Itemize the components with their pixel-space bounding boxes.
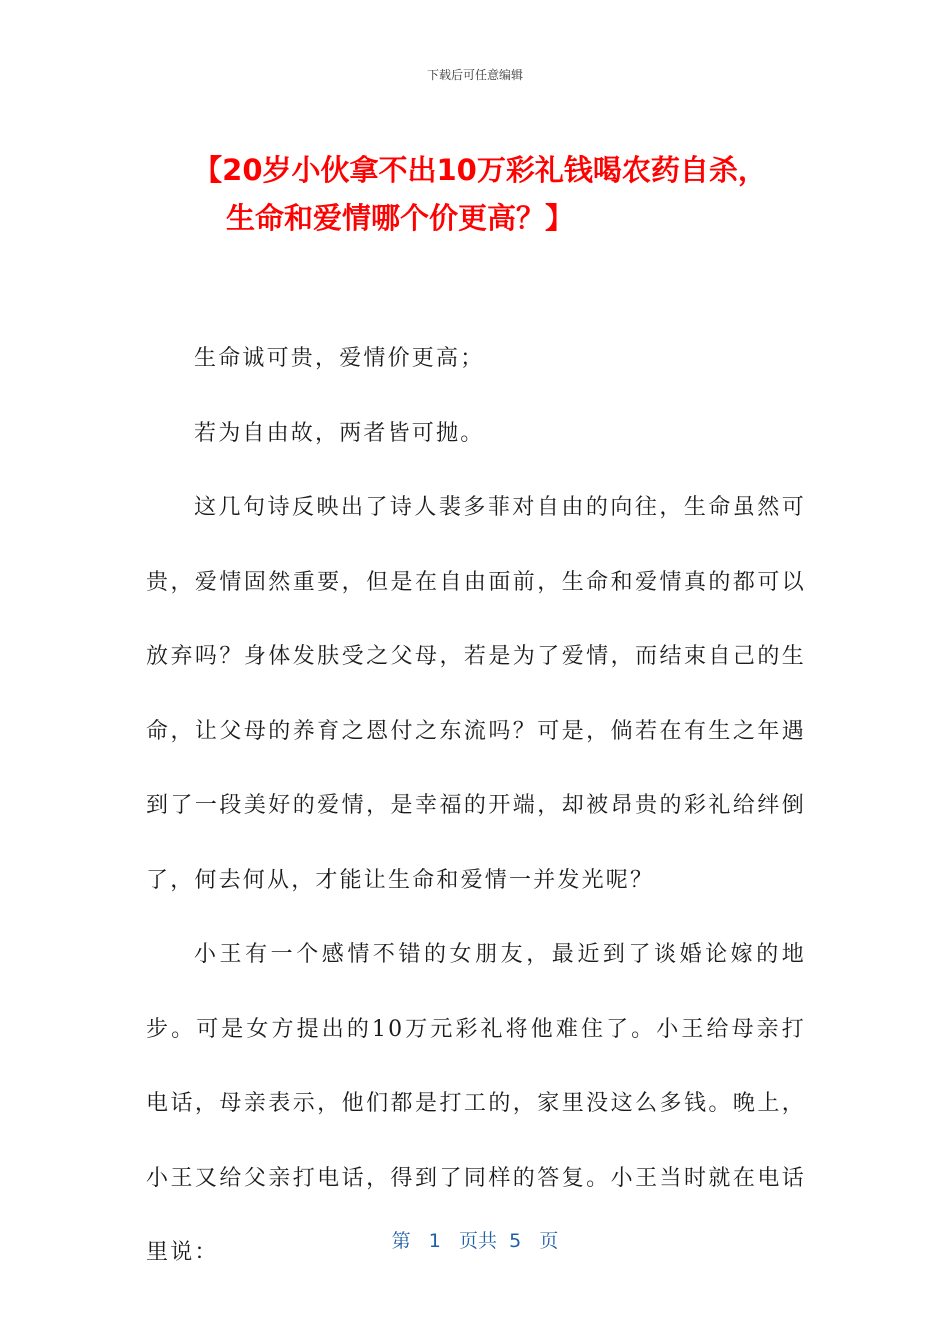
- document-title: [100, 146, 850, 242]
- footer-page-total: 5: [509, 1230, 522, 1252]
- footer-page-middle: 页共: [459, 1230, 498, 1252]
- paragraph: 小王有一个感情不错的女朋友，最近到了谈婚论嫁的地步。可是女方提出的10万元彩礼将他难住了。小王给母亲打电话，母亲表示，他们都是打工的，家里没这么多钱。晚上，小王又给父亲打电话，得到了同样的答复。小王当时就在电话里说：: [146, 942, 806, 1265]
- footer-page-number: 1: [428, 1230, 441, 1252]
- paragraph: 这几句诗反映出了诗人裴多菲对自由的向往，生命虽然可贵，爱情固然重要，但是在自由面前，生命和爱情真的都可以放弃吗？身体发肤受之父母，若是为了爱情，而结束自己的生命，让父母的养育之恩付之东流吗？可是，倘若在有生之年遇到了一段美好的爱情，是幸福的开端，却被昂贵的彩礼给绊倒了，何去何从，才能让生命和爱情一并发光呢？: [146, 495, 806, 893]
- title-line-1: 【20岁小伙拿不出10万彩礼钱喝农药自杀，: [193, 153, 767, 187]
- paragraph: 若为自由故，两者皆可抛。: [194, 420, 485, 446]
- header-note: 下载后可任意编辑: [426, 68, 523, 82]
- footer-page-prefix: 第: [391, 1230, 411, 1252]
- page-footer: [0, 1226, 950, 1253]
- document-body: [146, 322, 806, 1291]
- title-line-2: 生命和爱情哪个价更高？】: [225, 201, 574, 235]
- footer-page-suffix: 页: [539, 1230, 559, 1252]
- paragraph: 生命诚可贵，爱情价更高；: [194, 346, 485, 371]
